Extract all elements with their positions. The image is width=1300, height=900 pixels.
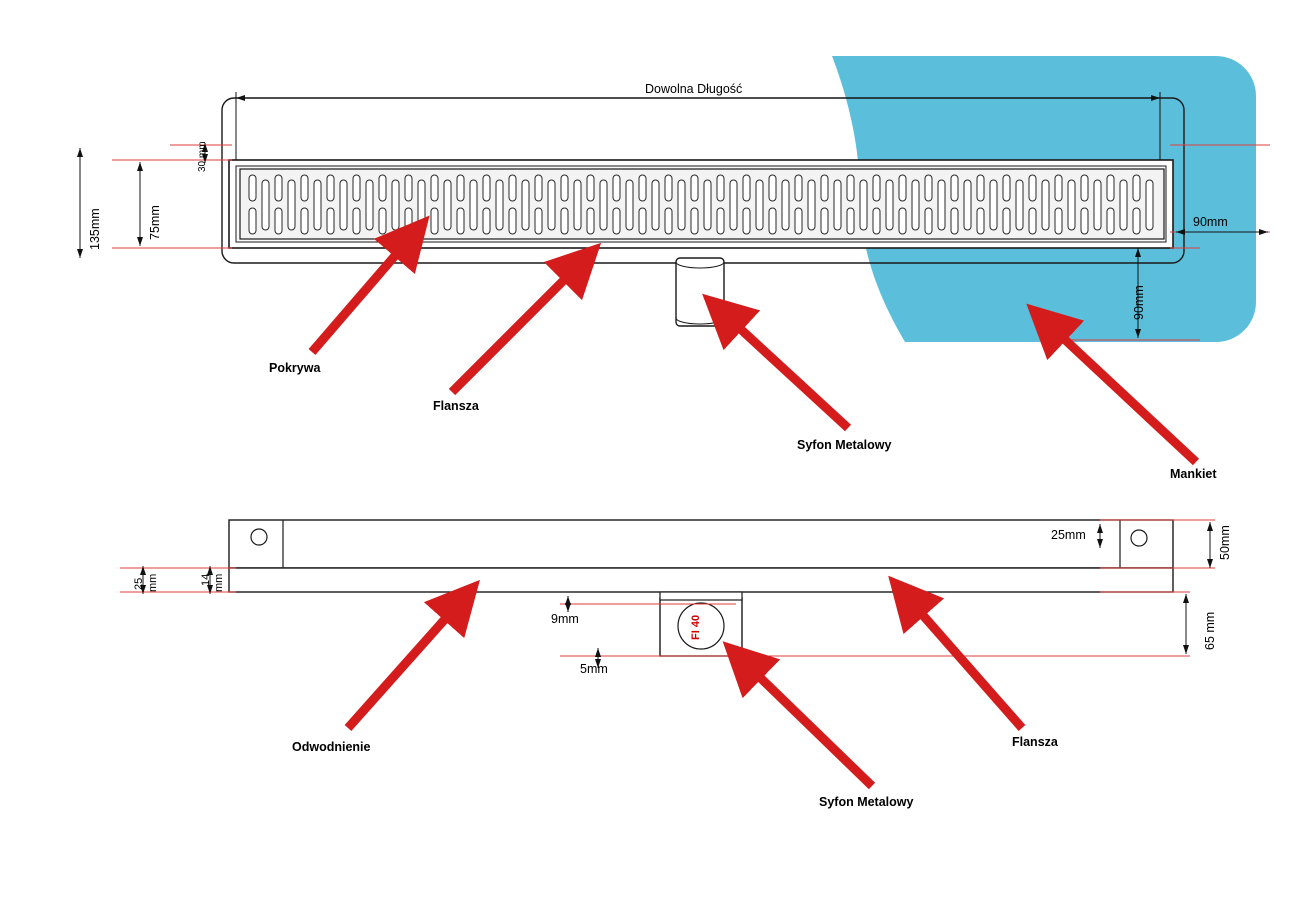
callout-pokrywa: Pokrywa bbox=[269, 361, 321, 375]
callout-mankiet: Mankiet bbox=[1170, 467, 1217, 481]
dim-total-length: Dowolna Długość bbox=[645, 82, 743, 96]
dim-90mm-right: 90mm bbox=[1193, 215, 1228, 229]
dim-9mm: 9mm bbox=[551, 612, 579, 626]
dim-75mm: 75mm bbox=[148, 205, 162, 240]
callout-flansza-side: Flansza bbox=[1012, 735, 1058, 749]
dim-14-unit: mm bbox=[213, 573, 225, 592]
pipe-diameter-label: FI 40 bbox=[690, 614, 702, 640]
dim-30mm: 30 mm bbox=[197, 141, 208, 172]
dim-50mm: 50mm bbox=[1218, 525, 1232, 560]
siphon-pipe-top bbox=[676, 258, 724, 326]
callout-syfon-metalowy-side: Syfon Metalowy bbox=[819, 795, 914, 809]
dim-25-unit: mm bbox=[147, 573, 159, 592]
side-view-body bbox=[229, 520, 1173, 592]
dim-14: 14 bbox=[200, 573, 212, 586]
dim-25: 25 bbox=[133, 577, 145, 590]
callout-odwodnienie: Odwodnienie bbox=[292, 740, 371, 754]
dim-135mm: 135mm bbox=[88, 208, 102, 250]
dim-65mm: 65 mm bbox=[1203, 611, 1217, 650]
callout-flansza-top: Flansza bbox=[433, 399, 479, 413]
dim-25mm: 25mm bbox=[1051, 528, 1086, 542]
dim-90mm-depth: 90mm bbox=[1132, 285, 1146, 320]
callout-syfon-metalowy-top: Syfon Metalowy bbox=[797, 438, 892, 452]
dim-5mm: 5mm bbox=[580, 662, 608, 676]
